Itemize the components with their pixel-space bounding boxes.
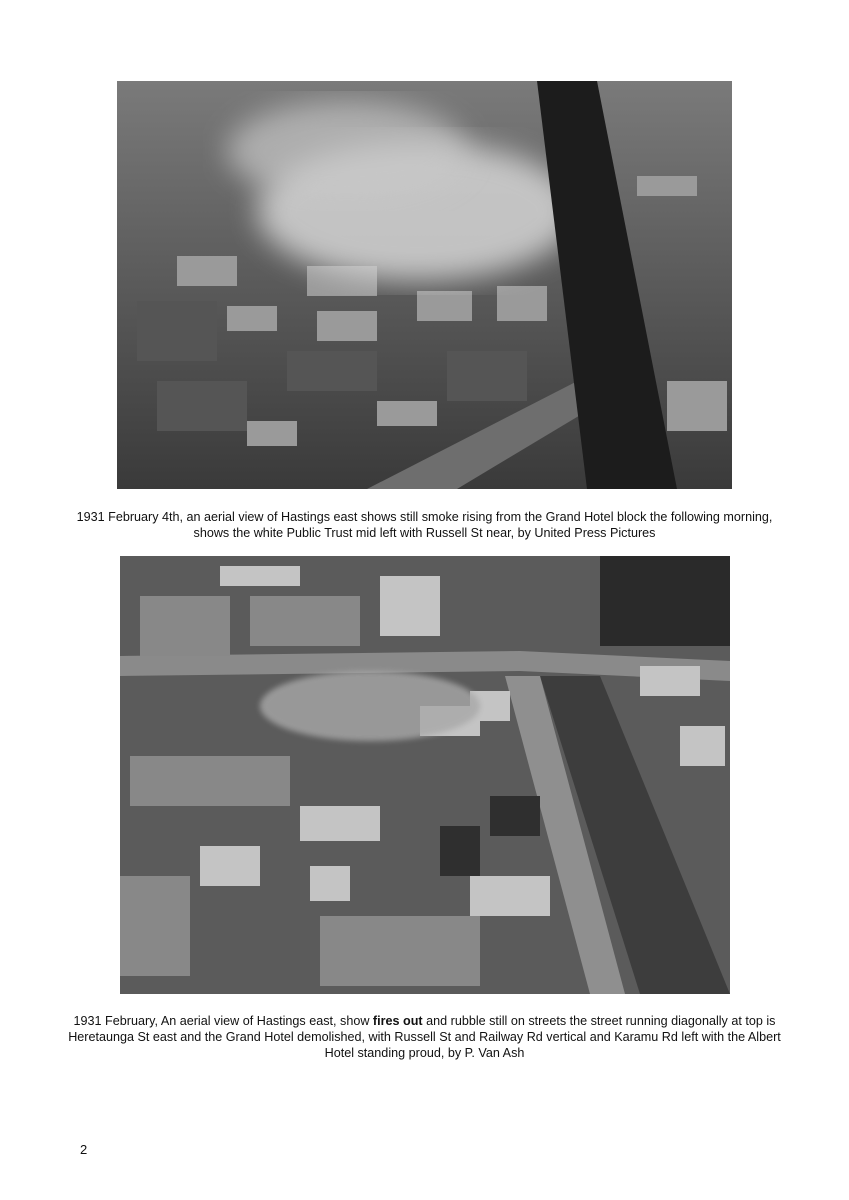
aerial-photo-smoke (117, 81, 732, 489)
aerial-photo-rubble (120, 556, 730, 994)
caption2-bold-text: fires out (372, 1014, 423, 1028)
photo-caption-1: 1931 February 4th, an aerial view of Hastings east shows still smoke rising from the Grand Hotel block the following morning, shows the white Public Trust mid left with Russell St near, by United Press Pictures (76, 510, 773, 540)
aerial-photo-rubble-image (120, 556, 730, 994)
caption2-text-end: and rubble still on streets the street running diagonally at top is Heretaunga St east and the Grand Hotel demolished, with Russell St and Railway Rd vertical and Karamu Rd left with the Albert Hotel standing proud, by P. Van Ash (68, 1014, 781, 1060)
page-number: 2 (80, 1142, 88, 1157)
caption2-text-start: 1931 February, An aerial view of Hastings east, show (73, 1014, 373, 1028)
aerial-photo-smoke-image (117, 81, 732, 489)
photo-caption-2 (60, 1013, 789, 1061)
